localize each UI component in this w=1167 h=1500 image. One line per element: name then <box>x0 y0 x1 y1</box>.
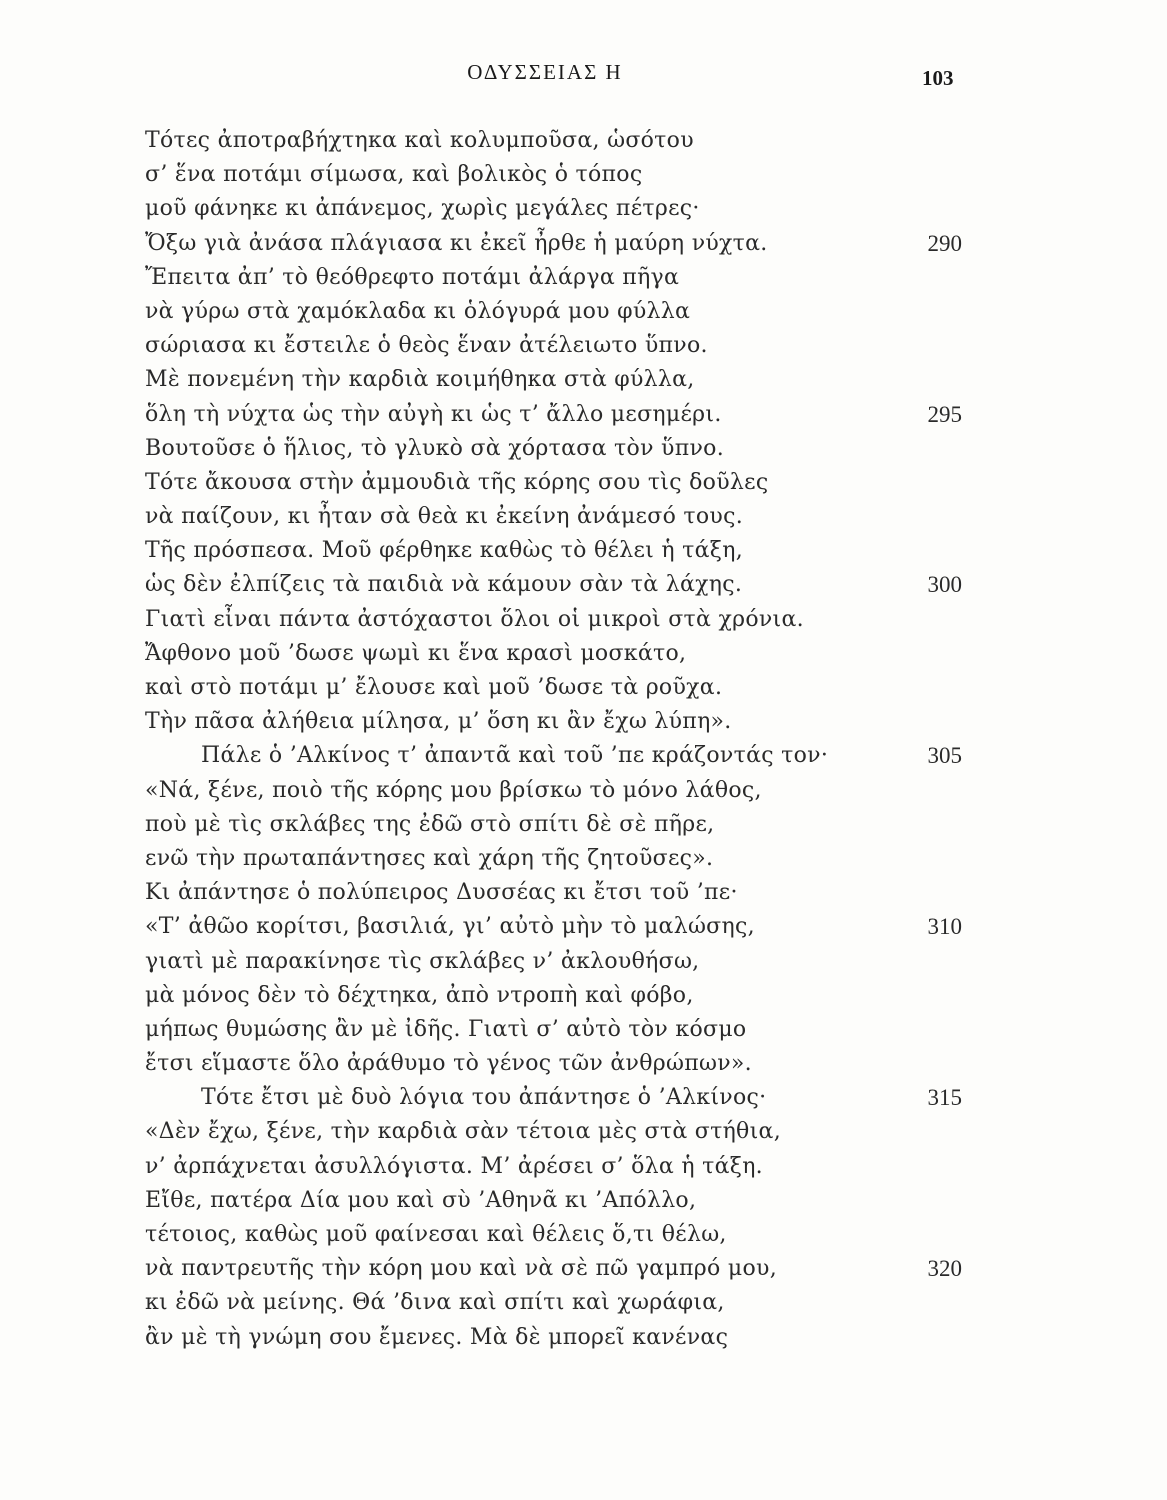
verse-line <box>0 1150 1167 1184</box>
verse-line-text: νὰ παντρευτῆς τὴν κόρη μου καὶ νὰ σὲ πῶ γαμπρό μου, <box>145 1256 777 1282</box>
line-number: 315 <box>927 1085 962 1111</box>
line-number: 295 <box>927 401 962 427</box>
verse-line-text: «Δὲν ἔχω, ξένε, τὴν καρδιὰ σὰν τέτοια μὲς στὰ στήθια, <box>145 1119 781 1145</box>
verse-line <box>0 1047 1167 1081</box>
verse-line-text: Τὴν πᾶσα ἀλήθεια μίλησα, μ’ ὅση κι ἂν ἔχω λύπη». <box>145 709 732 735</box>
verse-line <box>0 945 1167 979</box>
verse-line <box>0 329 1167 363</box>
verse-line <box>0 910 1167 944</box>
verse-line <box>0 1252 1167 1286</box>
verse-line-text: μοῦ φάνηκε κι ἀπάνεμος, χωρὶς μεγάλες πέτρες· <box>145 196 700 222</box>
line-number: 310 <box>927 914 962 940</box>
verse-line-text: ἔτσι εἵμαστε ὅλο ἀράθυμο τὸ γένος τῶν ἀνθρώπων». <box>145 1051 752 1077</box>
verse-line <box>0 1184 1167 1218</box>
verse-line <box>0 398 1167 432</box>
verse-line-text: Πάλε ὁ ’Αλκίνος τ’ ἀπαντᾶ καὶ τοῦ ’πε κράζοντάς τον· <box>201 743 829 769</box>
verse-line <box>0 534 1167 568</box>
verse-line-text: Ἔπειτα ἀπ’ τὸ θεόθρεφτο ποτάμι ἀλάργα πῆγα <box>145 264 680 290</box>
verse-line <box>0 1286 1167 1320</box>
verse-line <box>0 500 1167 534</box>
verse-line-text: ὡς δὲν ἐλπίζεις τὰ παιδιὰ νὰ κάμουν σὰν τὰ λάχης. <box>145 572 743 598</box>
verse-line-text: Τότε ἄκουσα στὴν ἀμμουδιὰ τῆς κόρης σου τὶς δοῦλες <box>145 469 769 495</box>
verse-line <box>0 842 1167 876</box>
verse-line-text: ενῶ τὴν πρωταπάντησες καὶ χάρη τῆς ζητοῦσες». <box>145 845 714 871</box>
verse-line <box>0 1115 1167 1149</box>
verse-line <box>0 739 1167 773</box>
verse-line <box>0 671 1167 705</box>
verse-line-text: Μὲ πονεμένη τὴν καρδιὰ κοιμήθηκα στὰ φύλλα, <box>145 367 695 393</box>
verse-line-text: σ’ ἕνα ποτάμι σίμωσα, καὶ βολικὸς ὁ τόπος <box>145 162 643 188</box>
verse-line <box>0 979 1167 1013</box>
verse-line-text: Τῆς πρόσπεσα. Μοῦ φέρθηκε καθὼς τὸ θέλει ἡ τάξη, <box>145 538 743 564</box>
verse-line-text: «Νά, ξένε, ποιὸ τῆς κόρης μου βρίσκω τὸ μόνο λάθος, <box>145 777 762 803</box>
line-number: 290 <box>927 230 962 256</box>
verse-line <box>0 363 1167 397</box>
verse-line <box>0 774 1167 808</box>
verse-line-text: Γιατὶ εἶναι πάντα ἀστόχαστοι ὅλοι οἱ μικροὶ στὰ χρόνια. <box>145 606 804 632</box>
verse-line-text: νὰ γύρω στὰ χαμόκλαδα κι ὁλόγυρά μου φύλλα <box>145 298 691 324</box>
verse-line-text: Ὄξω γιὰ ἀνάσα πλάγιασα κι ἐκεῖ ἦρθε ἡ μαύρη νύχτα. <box>145 230 768 256</box>
verse-line <box>0 295 1167 329</box>
verse-line-text: ν’ ἀρπάχνεται ἀσυλλόγιστα. Μ’ ἀρέσει σ’ ὅλα ἡ τάξη. <box>145 1153 763 1179</box>
verse-line-text: ἂν μὲ τὴ γνώμη σου ἔμενες. Μὰ δὲ μπορεῖ κανένας <box>145 1324 729 1350</box>
verse-line-text: Κι ἀπάντησε ὁ πολύπειρος Δυσσέας κι ἔτσι τοῦ ’πε· <box>145 880 738 906</box>
verse-line <box>0 192 1167 226</box>
line-number: 305 <box>927 743 962 769</box>
verse-line-text: κι ἐδῶ νὰ μείνης. Θά ’δινα καὶ σπίτι καὶ χωράφια, <box>145 1290 725 1316</box>
verse-line-text: ποὺ μὲ τὶς σκλάβες της ἐδῶ στὸ σπίτι δὲ σὲ πῆρε, <box>145 811 715 837</box>
verse-block <box>0 124 1167 1355</box>
verse-line-text: νὰ παίζουν, κι ἦταν σὰ θεὰ κι ἐκείνη ἀνάμεσό τους. <box>145 504 744 530</box>
verse-line-text: σώριασα κι ἔστειλε ὁ θεὸς ἕναν ἀτέλειωτο ὕπνο. <box>145 333 708 359</box>
running-header-title: ΟΔΥΣΣΕΙΑΣ Η <box>467 60 623 84</box>
verse-line <box>0 603 1167 637</box>
verse-line <box>0 466 1167 500</box>
verse-line-text: μὰ μόνος δὲν τὸ δέχτηκα, ἀπὸ ντροπὴ καὶ φόβο, <box>145 982 694 1008</box>
verse-line-text: Τότες ἀποτραβήχτηκα καὶ κολυμποῦσα, ὡσότου <box>145 128 694 153</box>
verse-line-text: μήπως θυμώσης ἂν μὲ ἰδῆς. Γιατὶ σ’ αὐτὸ τὸν κόσμο <box>145 1016 747 1042</box>
verse-line <box>0 261 1167 295</box>
verse-line <box>0 1321 1167 1355</box>
verse-line-text: καὶ στὸ ποτάμι μ’ ἔλουσε καὶ μοῦ ’δωσε τὰ ροῦχα. <box>145 675 723 700</box>
verse-line-text: «Τ’ ἀθῶο κορίτσι, βασιλιά, γι’ αὐτὸ μὴν τὸ μαλώσης, <box>145 914 755 940</box>
verse-line <box>0 432 1167 466</box>
verse-line <box>0 158 1167 192</box>
verse-line <box>0 1081 1167 1115</box>
verse-line <box>0 227 1167 261</box>
verse-line <box>0 808 1167 842</box>
verse-line-text: Τότε ἔτσι μὲ δυὸ λόγια του ἀπάντησε ὁ ’Αλκίνος· <box>201 1085 767 1111</box>
verse-line <box>0 876 1167 910</box>
verse-line <box>0 568 1167 602</box>
verse-line-text: τέτοιος, καθὼς μοῦ φαίνεσαι καὶ θέλεις ὅ,τι θέλω, <box>145 1222 727 1247</box>
verse-line <box>0 637 1167 671</box>
verse-line-text: ὅλη τὴ νύχτα ὡς τὴν αὐγὴ κι ὡς τ’ ἄλλο μεσημέρι. <box>145 401 722 427</box>
verse-line-text: Βουτοῦσε ὁ ἥλιος, τὸ γλυκὸ σὰ χόρτασα τὸν ὕπνο. <box>145 435 724 461</box>
page-number: 103 <box>922 66 954 90</box>
verse-line <box>0 1013 1167 1047</box>
line-number: 320 <box>927 1256 962 1282</box>
verse-line-text: Ἄφθονο μοῦ ’δωσε ψωμὶ κι ἕνα κρασὶ μοσκάτο, <box>145 640 687 666</box>
verse-line <box>0 1218 1167 1252</box>
verse-line-text: γιατὶ μὲ παρακίνησε τὶς σκλάβες ν’ ἀκλουθήσω, <box>145 948 700 974</box>
verse-line <box>0 705 1167 739</box>
verse-line <box>0 124 1167 158</box>
line-number: 300 <box>927 572 962 598</box>
verse-line-text: Εἴθε, πατέρα Δία μου καὶ σὺ ’Αθηνᾶ κι ’Απόλλο, <box>145 1187 697 1213</box>
